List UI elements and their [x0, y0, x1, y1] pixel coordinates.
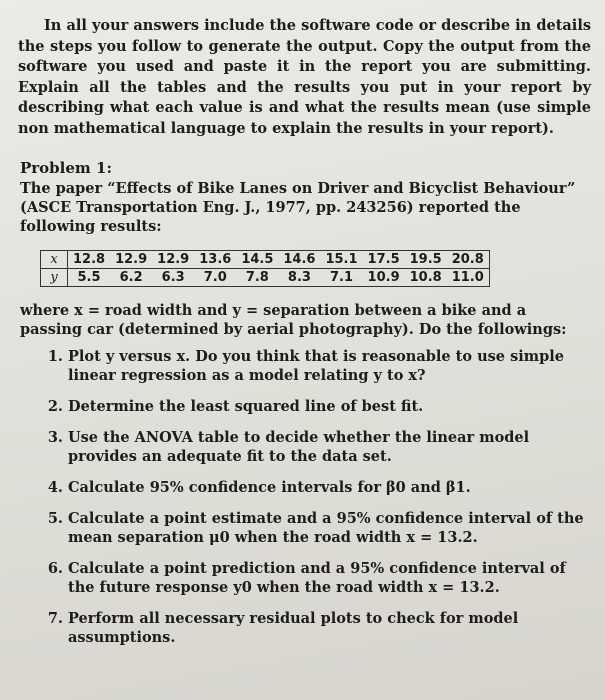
x-cell: 20.8: [447, 251, 490, 269]
y-cell: 10.8: [405, 269, 447, 287]
task-item: 2. Determine the least squared line of best fit.: [68, 397, 591, 416]
y-cell: 6.3: [152, 269, 194, 287]
x-cell: 15.1: [320, 251, 362, 269]
y-cell: 10.9: [363, 269, 405, 287]
y-cell: 8.3: [278, 269, 320, 287]
y-cell: 6.2: [110, 269, 152, 287]
task-item: 5. Calculate a point estimate and a 95% confidence interval of the mean separation μ0 when the road width x = 13.2.: [68, 509, 591, 547]
x-cell: 12.9: [110, 251, 152, 269]
y-row-label: y: [41, 269, 68, 287]
problem-intro: The paper “Effects of Bike Lanes on Driver and Bicyclist Behaviour” (ASCE Transportation Eng. J., 1977, pp. 243256) reported the following results:: [20, 180, 576, 235]
task-item: 1. Plot y versus x. Do you think that is reasonable to use simple linear regression as a model relating y to x?: [68, 347, 591, 385]
x-cell: 12.9: [152, 251, 194, 269]
y-cell: 7.8: [236, 269, 278, 287]
x-row-label: x: [41, 251, 68, 269]
instructions-paragraph: In all your answers include the software code or describe in details the steps you follow to generate the output. Copy the output from the software you used and paste it in the report you are submitting. Explain all the tables and the results you put in your report by describing what each value is and what the results mean (use simple non mathematical language to explain the results in your report).: [18, 17, 591, 137]
task-item: 7. Perform all necessary residual plots to check for model assumptions.: [68, 609, 591, 647]
y-cell: 7.0: [194, 269, 236, 287]
task-list: [18, 347, 591, 647]
x-cell: 12.8: [68, 251, 111, 269]
variable-definition: where x = road width and y = separation between a bike and a passing car (determined by aerial photography). Do the followings:: [20, 302, 567, 338]
task-item: 6. Calculate a point prediction and a 95% confidence interval of the future response y0 when the road width x = 13.2.: [68, 559, 591, 597]
y-cell: 5.5: [68, 269, 111, 287]
x-cell: 13.6: [194, 251, 236, 269]
x-cell: 14.5: [236, 251, 278, 269]
table-row-x: [41, 251, 490, 269]
problem-title: Problem 1:: [20, 159, 112, 177]
table-row-y: [41, 269, 490, 287]
task-item: 3. Use the ANOVA table to decide whether the linear model provides an adequate fit to the data set.: [68, 428, 591, 466]
data-table: [40, 250, 490, 287]
x-cell: 17.5: [363, 251, 405, 269]
task-item: 4. Calculate 95% confidence intervals for β0 and β1.: [68, 478, 591, 497]
y-cell: 7.1: [320, 269, 362, 287]
x-cell: 14.6: [278, 251, 320, 269]
x-cell: 19.5: [405, 251, 447, 269]
y-cell: 11.0: [447, 269, 490, 287]
